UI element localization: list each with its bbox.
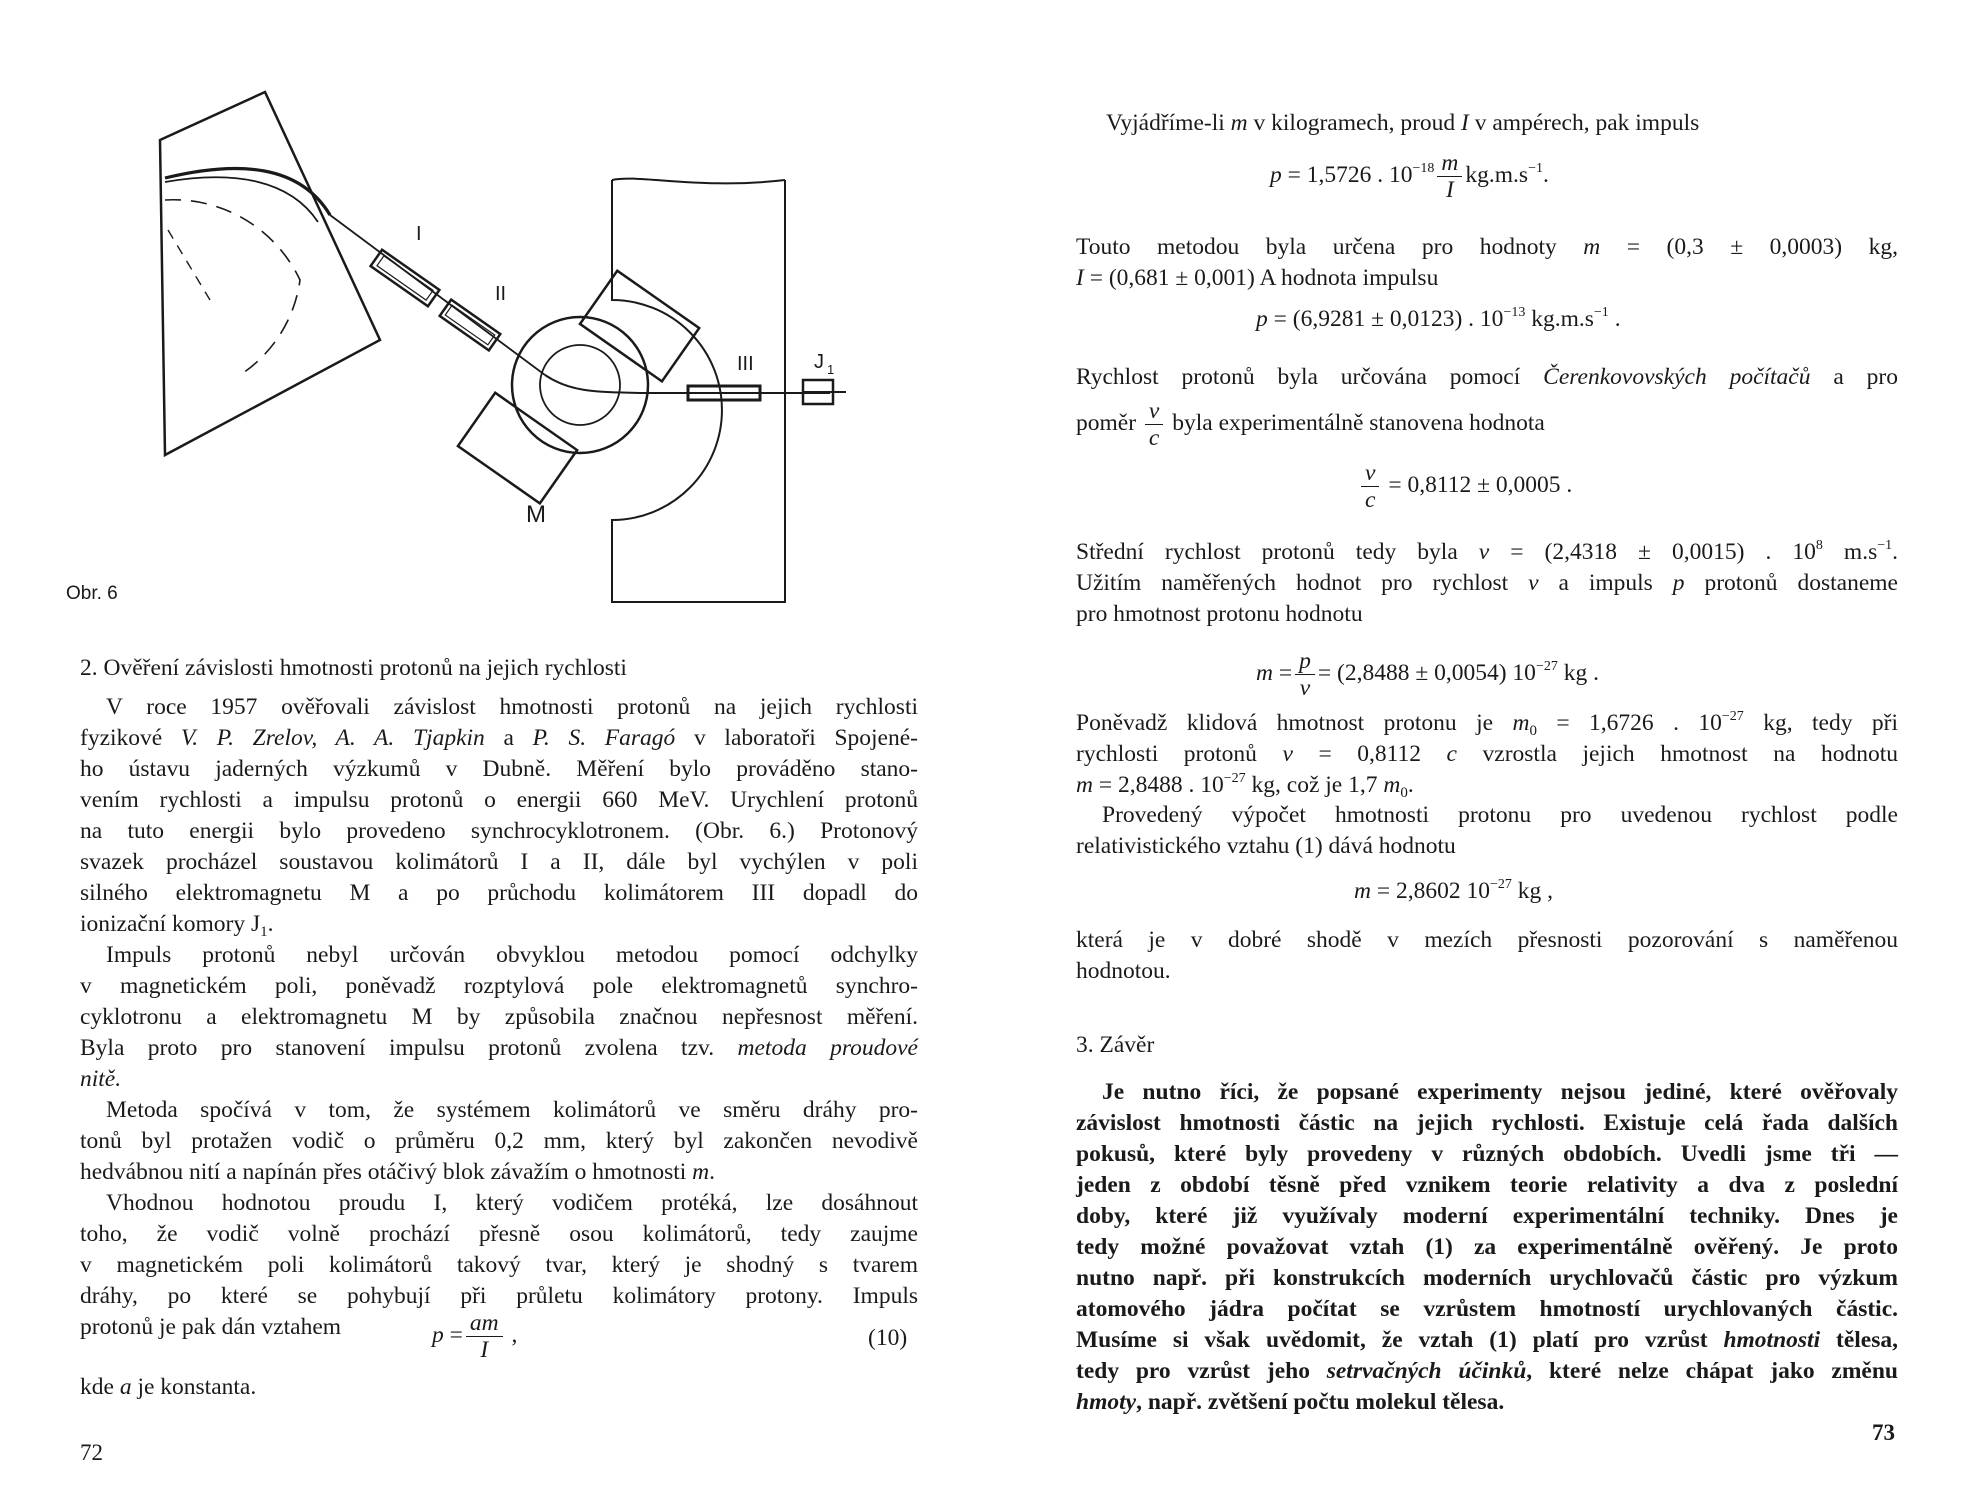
rest-mass-paragraph [1076, 708, 1898, 801]
p1-line-3: ho ústavu jaderných výzkumů v Dubně. Měření bylo prováděno stano- [80, 756, 918, 782]
label-J1: J [814, 351, 824, 373]
mean-line-3: pro hmotnost protonu hodnotu [1076, 601, 1363, 627]
label-J1-sub: 1 [827, 362, 835, 377]
concl-line-7: nutno např. při konstrukcích moderních urychlovačů částic pro výzkum [1076, 1265, 1898, 1291]
method-line-1: Touto metodou byla určena pro hodnoty m = (0,3 ± 0,0003) kg, [1076, 234, 1898, 260]
equation-10: p = $\frac{am}{I}$ , [432, 1310, 518, 1363]
p1-line-4: vením rychlosti a impulsu protonů o energii 660 MeV. Urychlení protonů [80, 787, 918, 813]
p2-line-4: Byla proto pro stanovení impulsu protonů zvolena tzv. metoda proudové [80, 1035, 918, 1061]
mean-line-1: Střední rychlost protonů tedy byla v = (2,4318 ± 0,0015) . $10^8$ $m.s^{-1}$. [1076, 538, 1898, 565]
equation-impulse-formula: p = 1,5726 . $10^{-18}$ $\frac{m}{I}$ $kg.m.s^{-1}$. [1270, 150, 1549, 203]
concl-line-5: doby, které již využívaly moderní experimentální techniky. Dnes je [1076, 1203, 1898, 1229]
p1-line-8: ionizační komory $J_1$. [80, 911, 274, 940]
p1-line-7: silného elektromagnetu M a po průchodu kolimátorem III dopadl do [80, 880, 918, 906]
p4-line-2: toho, že vodič volně prochází přesně osou kolimátorů, tedy zaujme [80, 1221, 918, 1247]
label-III: III [737, 353, 754, 375]
relativistic-paragraph [1076, 800, 1898, 862]
page-number-right: 73 [1872, 1420, 1895, 1445]
p4-line-3: v magnetickém poli kolimátorů takový tvar, který je shodný s tvarem [80, 1252, 918, 1278]
concl-line-8: atomového jádra počítat se vzrůstem hmotností urychlovaných částic. [1076, 1296, 1898, 1322]
page-number-left: 72 [80, 1440, 103, 1465]
where-line: kde a je konstanta. [80, 1374, 257, 1400]
concl-line-2: závislost hmotnosti částic na jejich rychlosti. Existuje celá řada dalších [1076, 1110, 1898, 1136]
paragraph-3 [80, 1095, 918, 1188]
right-page [990, 0, 1980, 1500]
paragraph-1 [80, 692, 918, 940]
concl-line-9: Musíme si však uvědomit, že vztah (1) platí pro vzrůst hmotnosti tělesa, [1076, 1327, 1898, 1353]
synchrocyclotron-diagram [150, 90, 870, 610]
p1-line-2: fyzikové V. P. Zrelov, A. A. Tjapkin a P. S. Faragó v laboratoři Spojené- [80, 725, 918, 751]
speed-line-1: Rychlost protonů byla určována pomocí Čerenkovovských počítačů a pro [1076, 364, 1898, 390]
agree-line-1: která je v dobré shodě v mezích přesnosti pozorování s naměřenou [1076, 927, 1898, 953]
method-paragraph [1076, 232, 1898, 294]
mean-speed-paragraph [1076, 537, 1898, 630]
agreement-paragraph [1076, 925, 1898, 987]
rest-line-3: m = 2,8488 . $10^{-27}$ kg, což je 1,7 $m_0$. [1076, 771, 1414, 801]
label-II: II [495, 283, 507, 305]
rest-line-1: Poněvadž klidová hmotnost protonu je $m_0 = 1,6726$ . $10^{-27}$ kg, tedy při [1076, 709, 1898, 739]
concl-line-10: tedy pro vzrůst jeho setrvačných účinků, které nelze chápat jako změnu [1076, 1358, 1898, 1384]
mean-line-2: Užitím naměřených hodnot pro rychlost v a impuls p protonů dostaneme [1076, 570, 1898, 596]
section-3-title: 3. Závěr [1076, 1032, 1155, 1058]
cyclotron-wedge-shape [160, 92, 380, 455]
p3-line-3: hedvábnou nití a napínán přes otáčivý blok závažím o hmotnosti m. [80, 1159, 716, 1185]
p3-line-2: tonů byl protažen vodič o průměru 0,2 mm, který byl zakončen nevodivě [80, 1128, 918, 1154]
equation-impulse-value: p = (6,9281 ± 0,0123) . $10^{-13}$ $kg.m.s^{-1}$ . [1256, 305, 1621, 332]
p1-line-6: svazek procházel soustavou kolimátorů I a II, dále byl vychýlen v poli [80, 849, 918, 875]
concl-line-3: pokusů, které byly provedeny v různých obdobích. Uvedli jsme tři — [1076, 1141, 1898, 1167]
p1-line-5: na tuto energii bylo provedeno synchrocyklotronem. (Obr. 6.) Protonový [80, 818, 918, 844]
label-M: M [526, 501, 546, 528]
p4-line-5: protonů je pak dán vztahem [80, 1314, 342, 1340]
relat-line-1: Provedený výpočet hmotnosti protonu pro uvedenou rychlost podle [1102, 802, 1898, 828]
rest-line-2: rychlosti protonů v = 0,8112 c vzrostla jejich hmotnost na hodnotu [1076, 741, 1899, 767]
p1-line-1: V roce 1957 ověřovali závislost hmotnosti protonů na jejich rychlosti [106, 694, 918, 720]
method-line-2: I = (0,681 ± 0,001) A hodnota impulsu [1076, 265, 1439, 291]
concl-line-1: Je nutno říci, že popsané experimenty nejsou jediné, které ověřovaly [1102, 1079, 1898, 1105]
conclusion-paragraph [1076, 1077, 1898, 1418]
p3-line-1: Metoda spočívá v tom, že systémem kolimátorů ve směru dráhy pro- [106, 1097, 918, 1123]
p2-line-2: v magnetickém poli, poněvadž rozptylová pole elektromagnetů synchro- [80, 973, 918, 999]
figure-caption: Obr. 6 [66, 583, 118, 604]
concl-line-6: tedy možné považovat vztah (1) za experimentálně ověřený. Je proto [1076, 1234, 1898, 1260]
equation-10-number: (10) [868, 1325, 908, 1351]
label-I: I [416, 223, 422, 245]
p2-line-1: Impuls protonů nebyl určován obvyklou metodou pomocí odchylky [106, 942, 918, 968]
p4-line-1: Vhodnou hodnotou proudu I, který vodičem protéká, lze dosáhnout [106, 1190, 918, 1216]
equation-mass-relativistic: m = 2,8602 $10^{-27}$ kg , [1354, 877, 1554, 904]
equation-v-over-c: $\frac{v}{c}$ = 0,8112 ± 0,0005 . [1358, 460, 1572, 513]
p2-line-5: nitě. [80, 1066, 122, 1092]
relat-line-2: relativistického vztahu (1) dává hodnotu [1076, 833, 1456, 859]
section-2-title: 2. Ověření závislosti hmotnosti protonů na jejich rychlosti [80, 655, 627, 681]
intro-line: Vyjádříme-li m v kilogramech, proud I v ampérech, pak impuls [1106, 110, 1700, 136]
agree-line-2: hodnotou. [1076, 958, 1171, 984]
p4-line-4: dráhy, po které se pohybují při průletu kolimátory protony. Impuls [80, 1283, 918, 1309]
speed-ratio-line: poměr $\frac{v}{c}$ byla experimentálně stanovena hodnota [1076, 398, 1545, 451]
paragraph-2 [80, 940, 918, 1095]
speed-paragraph [1076, 362, 1898, 393]
concl-line-11: hmoty, např. zvětšení počtu molekul tělesa. [1076, 1389, 1505, 1415]
concl-line-4: jeden z období těsně před vznikem teorie relativity a dva z poslední [1076, 1172, 1898, 1198]
p2-line-3: cyklotronu a elektromagnetu M by způsobila značnou nepřesnost měření. [80, 1004, 918, 1030]
equation-mass-measured: m = $\frac{p}{v}$ = (2,8488 ± 0,0054) $10^{-27}$ kg . [1256, 648, 1599, 701]
